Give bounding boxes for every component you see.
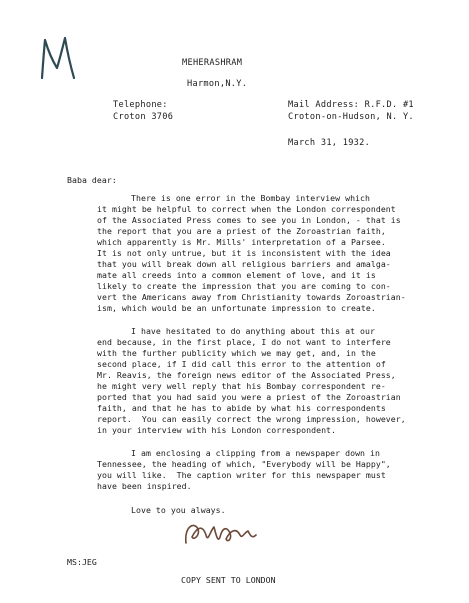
- handwritten-m-mark: [38, 34, 78, 82]
- paragraph-line: mate all creeds into a common element of love, and it is: [97, 270, 376, 280]
- paragraph-line: he might very well reply that his Bombay correspondent re-: [97, 381, 386, 391]
- paragraph-line: I am enclosing a clipping from a newspaper down in: [131, 448, 380, 458]
- paragraph-line: of the Associated Press comes to see you in London, - that is: [97, 215, 401, 225]
- paragraph-line: ported that you had said you were a priest of the Zoroastrian: [97, 392, 401, 402]
- paragraph-line: There is one error in the Bombay interview which: [131, 193, 371, 203]
- letterhead-location: Harmon,N.Y.: [187, 79, 248, 89]
- telephone-label: Telephone:: [113, 100, 168, 110]
- paragraph-line: that you will break down all religious barriers and amalga-: [97, 259, 391, 269]
- typist-initials: MS:JEG: [67, 557, 97, 567]
- paragraph-line: ism, which would be an unfortunate impression to create.: [97, 303, 376, 313]
- paragraph-line: in your interview with his London correspondent.: [97, 425, 337, 435]
- paragraph-line: second place, if I did call this error to the attention of: [97, 359, 386, 369]
- copy-sent-note: COPY SENT TO LONDON: [181, 575, 276, 585]
- telephone-value: Croton 3706: [113, 112, 174, 122]
- paragraph-line: Tennessee, the heading of which, "Everybody will be Happy",: [97, 459, 391, 469]
- paragraph-line: with the further publicity which we may get, and, in the: [97, 348, 376, 358]
- salutation: Baba dear:: [67, 175, 117, 185]
- letter-date: March 31, 1932.: [288, 138, 371, 148]
- closing: Love to you always.: [131, 505, 226, 515]
- paragraph-line: faith, and that he has to abide by what his correspondents: [97, 403, 386, 413]
- handwritten-signature: [180, 513, 260, 553]
- mail-address-label: Mail Address: R.F.D. #1: [288, 100, 414, 110]
- paragraph-line: which apparently is Mr. Mills' interpretation of a Parsee.: [97, 237, 386, 247]
- paragraph-line: likely to create the impression that you are coming to con-: [97, 281, 391, 291]
- paragraph-line: It is not only untrue, but it is inconsistent with the idea: [97, 248, 391, 258]
- paragraph-line: the report that you are a priest of the Zoroastrian faith,: [97, 226, 386, 236]
- paragraph-line: I have hesitated to do anything about this at our: [131, 326, 375, 336]
- mail-address-value: Croton-on-Hudson, N. Y.: [288, 112, 414, 122]
- paragraph-line: end because, in the first place, I do not want to interfere: [97, 337, 391, 347]
- paragraph-line: it might be helpful to correct when the London correspondent: [97, 204, 396, 214]
- paragraph-line: report. You can easily correct the wrong impression, however,: [97, 414, 406, 424]
- paragraph-line: Mr. Reavis, the foreign news editor of the Associated Press,: [97, 370, 396, 380]
- paragraph-line: have been inspired.: [97, 481, 192, 491]
- paragraph-line: you will like. The caption writer for this newspaper must: [97, 470, 386, 480]
- paragraph-line: vert the Americans away from Christianity towards Zoroastrian-: [97, 292, 406, 302]
- letterhead-name: MEHERASHRAM: [182, 58, 243, 68]
